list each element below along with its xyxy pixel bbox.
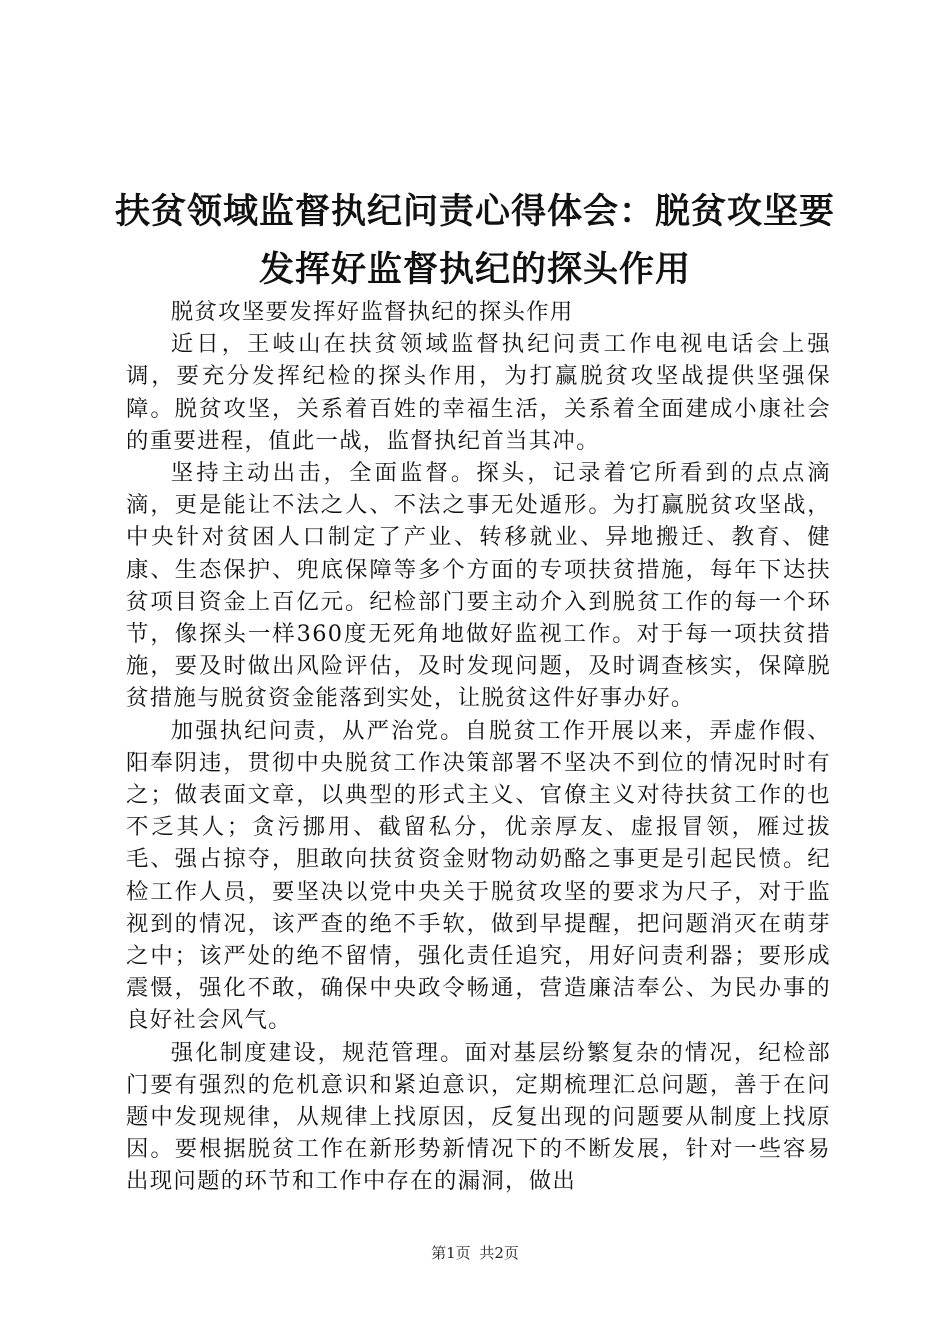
- document-body: [126, 296, 831, 1198]
- paragraph-intro: 近日，王岐山在扶贫领域监督执纪问责工作电视电话会上强调，要充分发挥纪检的探头作用，为打赢脱贫攻坚战提供坚强保障。脱贫攻坚，关系着百姓的幸福生活，关系着全面建成小康社会的重要进程，值此一战，监督执纪首当其冲。: [126, 331, 831, 454]
- title-line-2: 发挥好监督执纪的探头作用: [258, 250, 691, 290]
- title-line-1: 扶贫领域监督执纪问责心得体会：脱贫攻坚要: [114, 192, 835, 232]
- page-footer: [0, 1243, 950, 1263]
- page-total: 共2页: [479, 1244, 519, 1262]
- paragraph-institution: 强化制度建设，规范管理。面对基层纷繁复杂的情况，纪检部门要有强烈的危机意识和紧迫意识，定期梳理汇总问题，善于在问题中发现规律，从规律上找原因，反复出现的问题要从制度上找原因。要根据脱贫工作在新形势新情况下的不断发展，针对一些容易出现问题的环节和工作中存在的漏洞，做出: [126, 1039, 831, 1195]
- page-number: 第1页: [431, 1244, 471, 1262]
- document-subtitle: 脱贫攻坚要发挥好监督执纪的探头作用: [170, 299, 574, 325]
- document-title: [100, 183, 850, 299]
- paragraph-accountability: 加强执纪问责，从严治党。自脱贫工作开展以来，弄虚作假、阳奉阴违，贯彻中央脱贫工作决策部署不坚决不到位的情况时时有之；做表面文章，以典型的形式主义、官僚主义对待扶贫工作的也不乏其人；贪污挪用、截留私分，优亲厚友、虚报冒领，雁过拔毛、强占掠夺，胆敢向扶贫资金财物动奶酪之事更是引起民愤。纪检工作人员，要坚决以党中央关于脱贫攻坚的要求为尺子，对于监视到的情况，该严查的绝不手软，做到早提醒，把问题消灭在萌芽之中；该严处的绝不留情，强化责任追究，用好问责利器；要形成震慑，强化不敢，确保中央政令畅通，营造廉洁奉公、为民办事的良好社会风气。: [126, 717, 831, 1034]
- paragraph-supervision: 坚持主动出击，全面监督。探头，记录着它所看到的点点滴滴，更是能让不法之人、不法之事无处遁形。为打赢脱贫攻坚战，中央针对贫困人口制定了产业、转移就业、异地搬迁、教育、健康、生态保护、兜底保障等多个方面的专项扶贫措施，每年下达扶贫项目资金上百亿元。纪检部门要主动介入到脱贫工作的每一个环节，像探头一样360度无死角地做好监视工作。对于每一项扶贫措施，要及时做出风险评估，及时发现问题，及时调查核实，保障脱贫措施与脱贫资金能落到实处，让脱贫这件好事办好。: [126, 460, 831, 712]
